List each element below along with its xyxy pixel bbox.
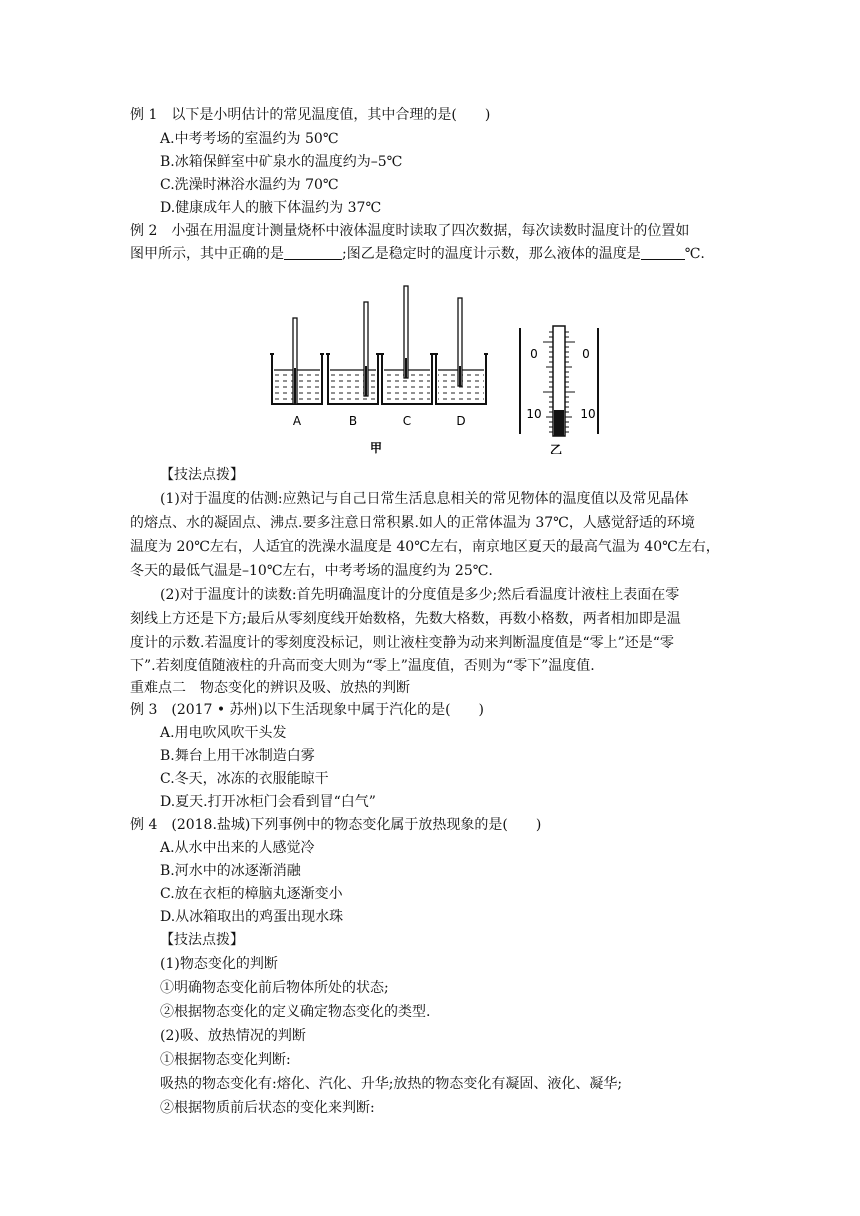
tips-2-line4: (2)吸、放热情况的判断 <box>160 1028 306 1044</box>
scale-right-0: 0 <box>582 347 590 361</box>
tips-2-line6: 吸热的物态变化有:熔化、汽化、升华;放热的物态变化有凝固、液化、凝华; <box>160 1076 623 1092</box>
beaker-d <box>434 298 488 404</box>
example-4-option-b: B.河水中的冰逐渐消融 <box>160 863 301 879</box>
tips-1-p2-line1: (2)对于温度计的读数:首先明确温度计的分度值是多少;然后看温度计液柱上表面在零 <box>160 587 680 603</box>
beaker-c <box>380 286 434 404</box>
example-1-stem: 例 1 以下是小明估计的常见温度值，其中合理的是( ) <box>130 107 491 123</box>
label-yi: 乙 <box>549 443 563 454</box>
answer-blank-1 <box>284 245 342 260</box>
tips-1-p1-line2: 的熔点、水的凝固点、沸点.要多注意日常积累.如人的正常体温为 37℃，人感觉舒适的环境 <box>130 515 695 531</box>
example-3-option-a: A.用电吹风吹干头发 <box>160 725 287 741</box>
example-1-option-c: C.洗澡时淋浴水温约为 70℃ <box>160 177 339 193</box>
scale-right-10: 10 <box>580 407 596 421</box>
section-heading: 重难点二 物态变化的辨识及吸、放热的判断 <box>130 680 410 696</box>
label-d: D <box>456 414 466 428</box>
tips-1-p1-line4: 冬天的最低气温是–10℃左右，中考考场的温度约为 25℃. <box>130 563 493 579</box>
example-3-option-c: C.冬天，冰冻的衣服能晾干 <box>160 771 329 787</box>
example-1-option-a: A.中考考场的室温约为 50℃ <box>160 131 339 147</box>
tips-1-p2-line4: 下”.若刻度值随液柱的升高而变大则为“零上”温度值，否则为“零下”温度值. <box>130 658 595 674</box>
example-3-option-b: B.舞台上用干冰制造白雾 <box>160 748 315 764</box>
tips-2-title: 【技法点拨】 <box>160 932 244 948</box>
tips-1-title: 【技法点拨】 <box>160 467 244 483</box>
thermometer-figure <box>258 282 608 454</box>
answer-blank-2 <box>641 245 685 260</box>
tips-2-line1: (1)物态变化的判断 <box>160 956 278 972</box>
example-3-option-d: D.夏天.打开冰柜门会看到冒“白气” <box>160 794 376 810</box>
example-4-stem: 例 4 (2018.盐城)下列事例中的物态变化属于放热现象的是( ) <box>130 817 542 833</box>
tips-2-line7: ②根据物质前后状态的变化来判断: <box>160 1100 375 1116</box>
tips-1-p2-line2: 刻线上方还是下方;最后从零刻度线开始数格，先数大格数，再数小格数，两者相加即是温 <box>130 611 681 627</box>
example-2-stem-line2 <box>130 243 705 265</box>
example-4-option-c: C.放在衣柜的樟脑丸逐渐变小 <box>160 886 343 902</box>
example-2-text-a: 图甲所示，其中正确的是 <box>130 246 284 262</box>
example-2-text-b: ;图乙是稳定时的温度计示数，那么液体的温度是 <box>342 246 641 262</box>
beaker-b <box>326 302 380 404</box>
tips-1-p1-line1: (1)对于温度的估测:应熟记与自己日常生活息息相关的常见物体的温度值以及常见晶体 <box>160 491 689 507</box>
tips-2-line5: ①根据物态变化判断: <box>160 1052 291 1068</box>
tips-1-p1-line3: 温度为 20℃左右，人适宜的洗澡水温度是 40℃左右，南京地区夏天的最高气温为 40℃左右， <box>130 539 720 555</box>
example-2-text-c: ℃. <box>684 246 705 262</box>
label-b: B <box>348 414 358 428</box>
thermometer-yi <box>520 326 598 436</box>
tips-2-line2: ①明确物态变化前后物体所处的状态; <box>160 980 389 996</box>
example-3-stem: 例 3 (2017 • 苏州)以下生活现象中属于汽化的是( ) <box>130 702 484 718</box>
scale-left-0: 0 <box>530 347 538 361</box>
beaker-a <box>270 318 324 404</box>
label-jia: 甲 <box>369 441 383 454</box>
example-2-stem-line1: 例 2 小强在用温度计测量烧杯中液体温度时读取了四次数据，每次读数时温度计的位置如 <box>130 223 690 239</box>
label-a: A <box>292 414 302 428</box>
tips-2-line3: ②根据物态变化的定义确定物态变化的类型. <box>160 1004 431 1020</box>
example-4-option-d: D.从冰箱取出的鸡蛋出现水珠 <box>160 909 344 925</box>
scale-left-10: 10 <box>526 407 542 421</box>
example-4-option-a: A.从水中出来的人感觉冷 <box>160 840 315 856</box>
example-1-option-d: D.健康成年人的腋下体温约为 37℃ <box>160 200 382 216</box>
label-c: C <box>402 414 412 428</box>
example-1-option-b: B.冰箱保鲜室中矿泉水的温度约为–5℃ <box>160 154 403 170</box>
tips-1-p2-line3: 度计的示数.若温度计的零刻度没标记，则让液柱变静为动来判断温度值是“零上”还是“零 <box>130 635 674 651</box>
